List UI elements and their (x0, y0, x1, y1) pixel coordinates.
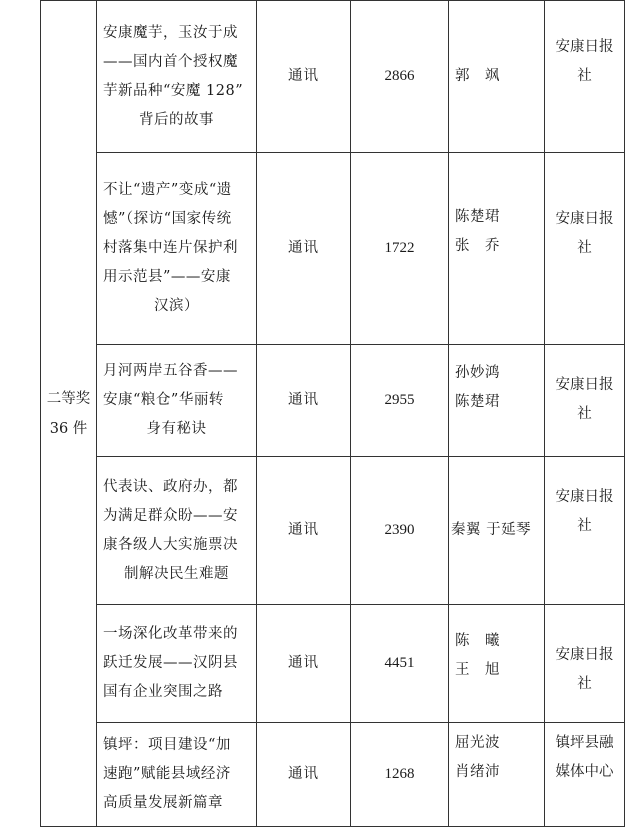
outlet-cell (545, 457, 625, 605)
author-name: 秦翼 于延琴 (451, 522, 532, 538)
author-name: 肖绪沛 (455, 764, 500, 780)
title-line: 身有秘诀 (146, 421, 207, 437)
title-line: 芋新品种“安魔 128” (103, 82, 244, 99)
title-cell (97, 457, 257, 605)
title-line: 速跑”赋能县域经济 (103, 766, 231, 782)
outlet-line: 社 (577, 518, 592, 534)
word-count-cell: 1722 (351, 153, 449, 345)
table-row (41, 723, 625, 827)
title-cell (97, 605, 257, 723)
word-count-cell: 4451 (351, 605, 449, 723)
outlet-line: 安康日报 (555, 489, 614, 505)
title-cell (97, 153, 257, 345)
table-row (41, 457, 625, 605)
genre-cell: 通讯 (257, 723, 351, 827)
outlet-cell (545, 605, 625, 723)
title-line: 背后的故事 (139, 111, 214, 128)
title-line: 安康魔芋，玉汝于成 (103, 24, 238, 41)
outlet-line: 社 (577, 67, 592, 84)
authors-cell (449, 723, 545, 827)
authors-cell (449, 605, 545, 723)
outlet-cell (545, 1, 625, 153)
title-line: 国有企业突围之路 (103, 684, 223, 700)
author-name: 陈楚珺 (455, 209, 500, 225)
genre-cell: 通讯 (257, 457, 351, 605)
title-line: 为满足群众盼——安 (103, 507, 238, 524)
title-line: 憾”（探访“国家传统 (103, 211, 232, 227)
title-cell (97, 345, 257, 457)
outlet-cell (545, 723, 625, 827)
title-line: 制解决民生难题 (124, 565, 229, 582)
outlet-line: 安康日报 (555, 211, 614, 227)
genre-cell: 通讯 (257, 1, 351, 153)
author-name: 陈 曦 (455, 633, 500, 649)
outlet-line: 社 (577, 406, 592, 422)
authors-cell (449, 1, 545, 153)
word-count-cell: 2955 (351, 345, 449, 457)
word-count-cell: 2390 (351, 457, 449, 605)
title-line: 镇坪：项目建设“加 (103, 737, 231, 753)
author-name: 郭 飒 (455, 68, 500, 84)
genre-cell: 通讯 (257, 605, 351, 723)
outlet-line: 媒体中心 (555, 764, 614, 780)
title-line: 汉滨） (154, 298, 199, 314)
author-name: 孙妙鸿 (455, 365, 500, 381)
title-line: 跃迁发展——汉阴县 (103, 655, 238, 671)
table-row (41, 605, 625, 723)
outlet-cell (545, 345, 625, 457)
outlet-line: 镇坪县融 (555, 735, 614, 751)
title-line: 代表诀、政府办，都 (103, 478, 238, 495)
author-name: 陈楚珺 (455, 394, 500, 410)
authors-cell (449, 457, 545, 605)
title-line: 村落集中连片保护利 (103, 240, 238, 256)
genre-cell: 通讯 (257, 153, 351, 345)
title-line: 月河两岸五谷香—— (103, 363, 238, 379)
award-table (40, 0, 625, 827)
title-line: 高质量发展新篇章 (103, 795, 223, 811)
title-line: 用示范县”——安康 (103, 269, 231, 285)
table-row (41, 153, 625, 345)
grade-cell (41, 1, 97, 827)
grade-label: 二等奖 (46, 390, 91, 407)
genre-cell: 通讯 (257, 345, 351, 457)
outlet-line: 社 (577, 240, 592, 256)
word-count-cell: 1268 (351, 723, 449, 827)
author-name: 屈光波 (455, 735, 500, 751)
title-line: ——国内首个授权魔 (103, 53, 238, 70)
authors-cell (449, 153, 545, 345)
author-name: 王 旭 (455, 662, 500, 678)
grade-count: 36 件 (49, 420, 88, 437)
title-line: 不让“遗产”变成“遗 (103, 182, 232, 198)
title-cell (97, 1, 257, 153)
outlet-line: 安康日报 (555, 647, 614, 663)
title-line: 一场深化改革带来的 (103, 626, 238, 642)
author-name: 张 乔 (455, 238, 500, 254)
authors-cell (449, 345, 545, 457)
title-line: 安康“粮仓”华丽转 (103, 392, 224, 408)
outlet-line: 安康日报 (555, 38, 614, 55)
outlet-cell (545, 153, 625, 345)
title-cell (97, 723, 257, 827)
outlet-line: 安康日报 (555, 377, 614, 393)
word-count-cell: 2866 (351, 1, 449, 153)
award-table-body (41, 1, 625, 827)
outlet-line: 社 (577, 676, 592, 692)
title-line: 康各级人大实施票决 (103, 536, 238, 553)
table-row (41, 1, 625, 153)
table-row (41, 345, 625, 457)
